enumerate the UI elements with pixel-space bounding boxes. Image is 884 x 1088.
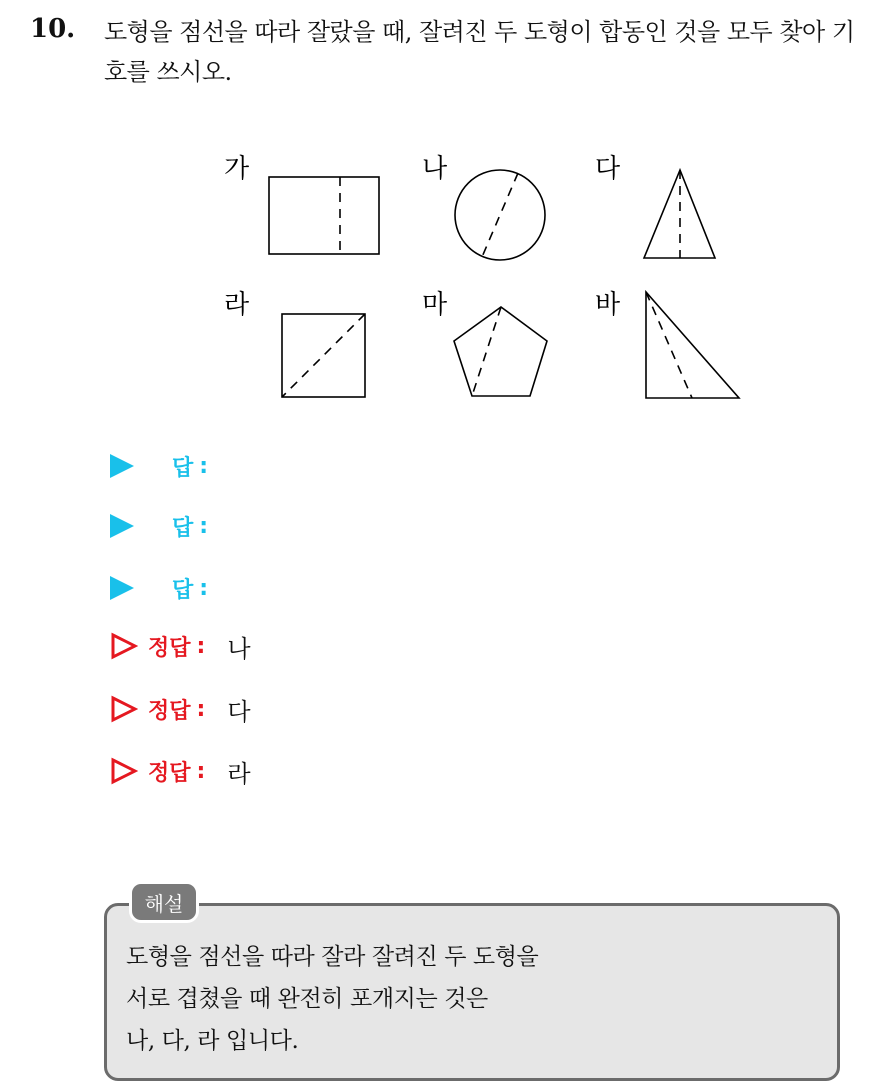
correct-answer-row — [110, 751, 251, 791]
correct-colon: : — [196, 633, 206, 659]
figure-label-ra: 라 — [224, 290, 250, 320]
correct-answer-row — [110, 626, 251, 666]
answer-colon: : — [199, 575, 209, 601]
play-arrow-icon — [110, 576, 134, 600]
answer-label: 답 — [172, 455, 194, 481]
figure-label-na: 나 — [422, 154, 448, 184]
correct-colon: : — [196, 696, 206, 722]
explanation-tag: 해설 — [129, 881, 199, 923]
explanation-line: 서로 겹쳤을 때 완전히 포개지는 것은 — [126, 986, 488, 1012]
figure-label-da: 다 — [595, 154, 621, 184]
correct-colon: : — [196, 758, 206, 784]
correct-label: 정답 — [148, 698, 191, 724]
figure-label-ga: 가 — [224, 154, 250, 184]
question-number: 10. — [30, 14, 76, 44]
correct-label: 정답 — [148, 635, 191, 661]
explanation-line: 도형을 점선을 따라 잘라 잘려진 두 도형을 — [126, 944, 539, 970]
correct-value: 다 — [227, 697, 251, 726]
answer-label: 답 — [172, 515, 194, 541]
explanation-line: 나, 다, 라 입니다. — [126, 1028, 299, 1054]
answer-row[interactable] — [110, 568, 208, 608]
outline-arrow-icon — [110, 695, 138, 723]
answer-label: 답 — [172, 577, 194, 603]
figure-label-ba: 바 — [595, 290, 621, 320]
play-arrow-icon — [110, 454, 134, 478]
answer-colon: : — [199, 453, 209, 479]
correct-answer-row — [110, 689, 251, 729]
correct-label: 정답 — [148, 760, 191, 786]
correct-value: 나 — [227, 634, 251, 663]
answer-colon: : — [199, 513, 209, 539]
question-text: 도형을 점선을 따라 잘랐을 때, 잘려진 두 도형이 합동인 것을 모두 찾아 기호를 쓰시오. — [104, 18, 855, 86]
correct-value: 라 — [227, 759, 251, 788]
answer-row[interactable] — [110, 506, 208, 546]
explanation-text — [126, 936, 826, 1062]
outline-arrow-icon — [110, 757, 138, 785]
answer-row[interactable] — [110, 446, 208, 486]
figure-label-ma: 마 — [422, 290, 448, 320]
play-arrow-icon — [110, 514, 134, 538]
outline-arrow-icon — [110, 632, 138, 660]
